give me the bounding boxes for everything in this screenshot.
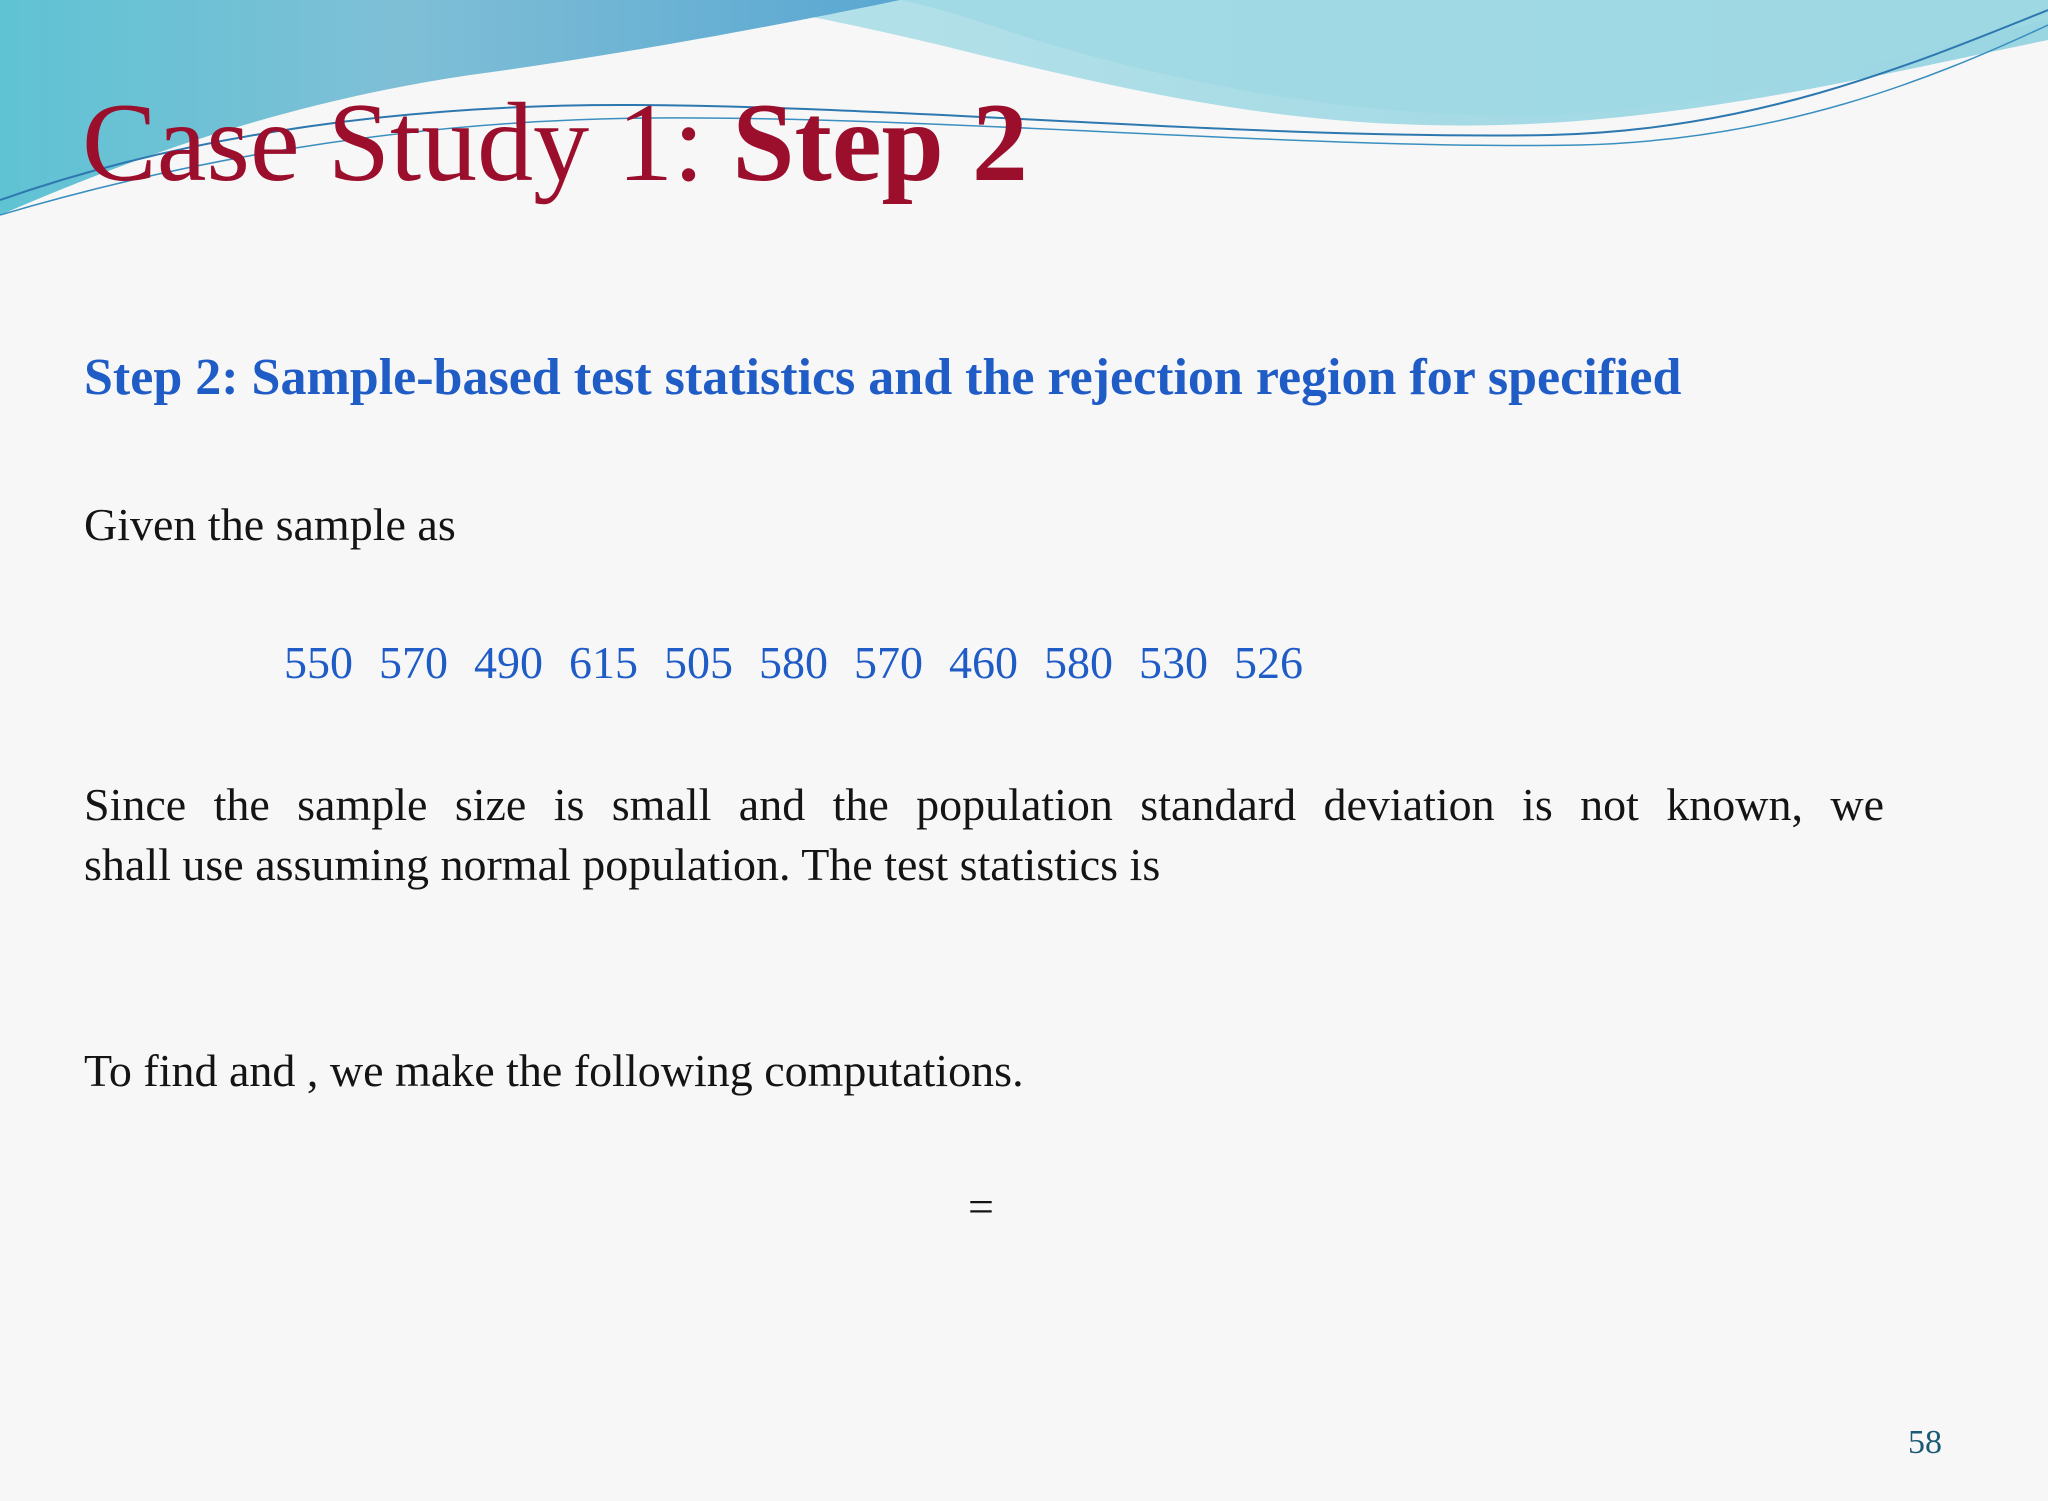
given-text: Given the sample as — [84, 499, 456, 550]
equals-sign: = — [968, 1181, 994, 1232]
step-heading: Step 2: Sample-based test statistics and the rejection region for specified — [84, 349, 1682, 406]
explanation-line-1: Since the sample size is small and the population standard deviation is not known, we — [84, 779, 1884, 830]
sample-value: 570 — [379, 637, 448, 688]
title-prefix: Case Study 1: — [82, 81, 733, 205]
sample-value: 490 — [474, 637, 543, 688]
sample-value: 615 — [569, 637, 638, 688]
sample-value: 550 — [284, 637, 353, 688]
computations-intro: To find and , we make the following computations. — [84, 1045, 1024, 1096]
sample-values — [284, 636, 1303, 689]
title-bold: Step 2 — [732, 81, 1028, 205]
slide-title — [82, 82, 1028, 205]
sample-value: 530 — [1139, 637, 1208, 688]
sample-value: 460 — [949, 637, 1018, 688]
explanation-line-2: shall use assuming normal population. The test statistics is — [84, 839, 1161, 890]
page-number: 58 — [1908, 1424, 1942, 1461]
sample-value: 580 — [1044, 637, 1113, 688]
explanation-paragraph — [84, 775, 1884, 895]
sample-value: 580 — [759, 637, 828, 688]
sample-value: 526 — [1234, 637, 1303, 688]
sample-value: 505 — [664, 637, 733, 688]
sample-value: 570 — [854, 637, 923, 688]
